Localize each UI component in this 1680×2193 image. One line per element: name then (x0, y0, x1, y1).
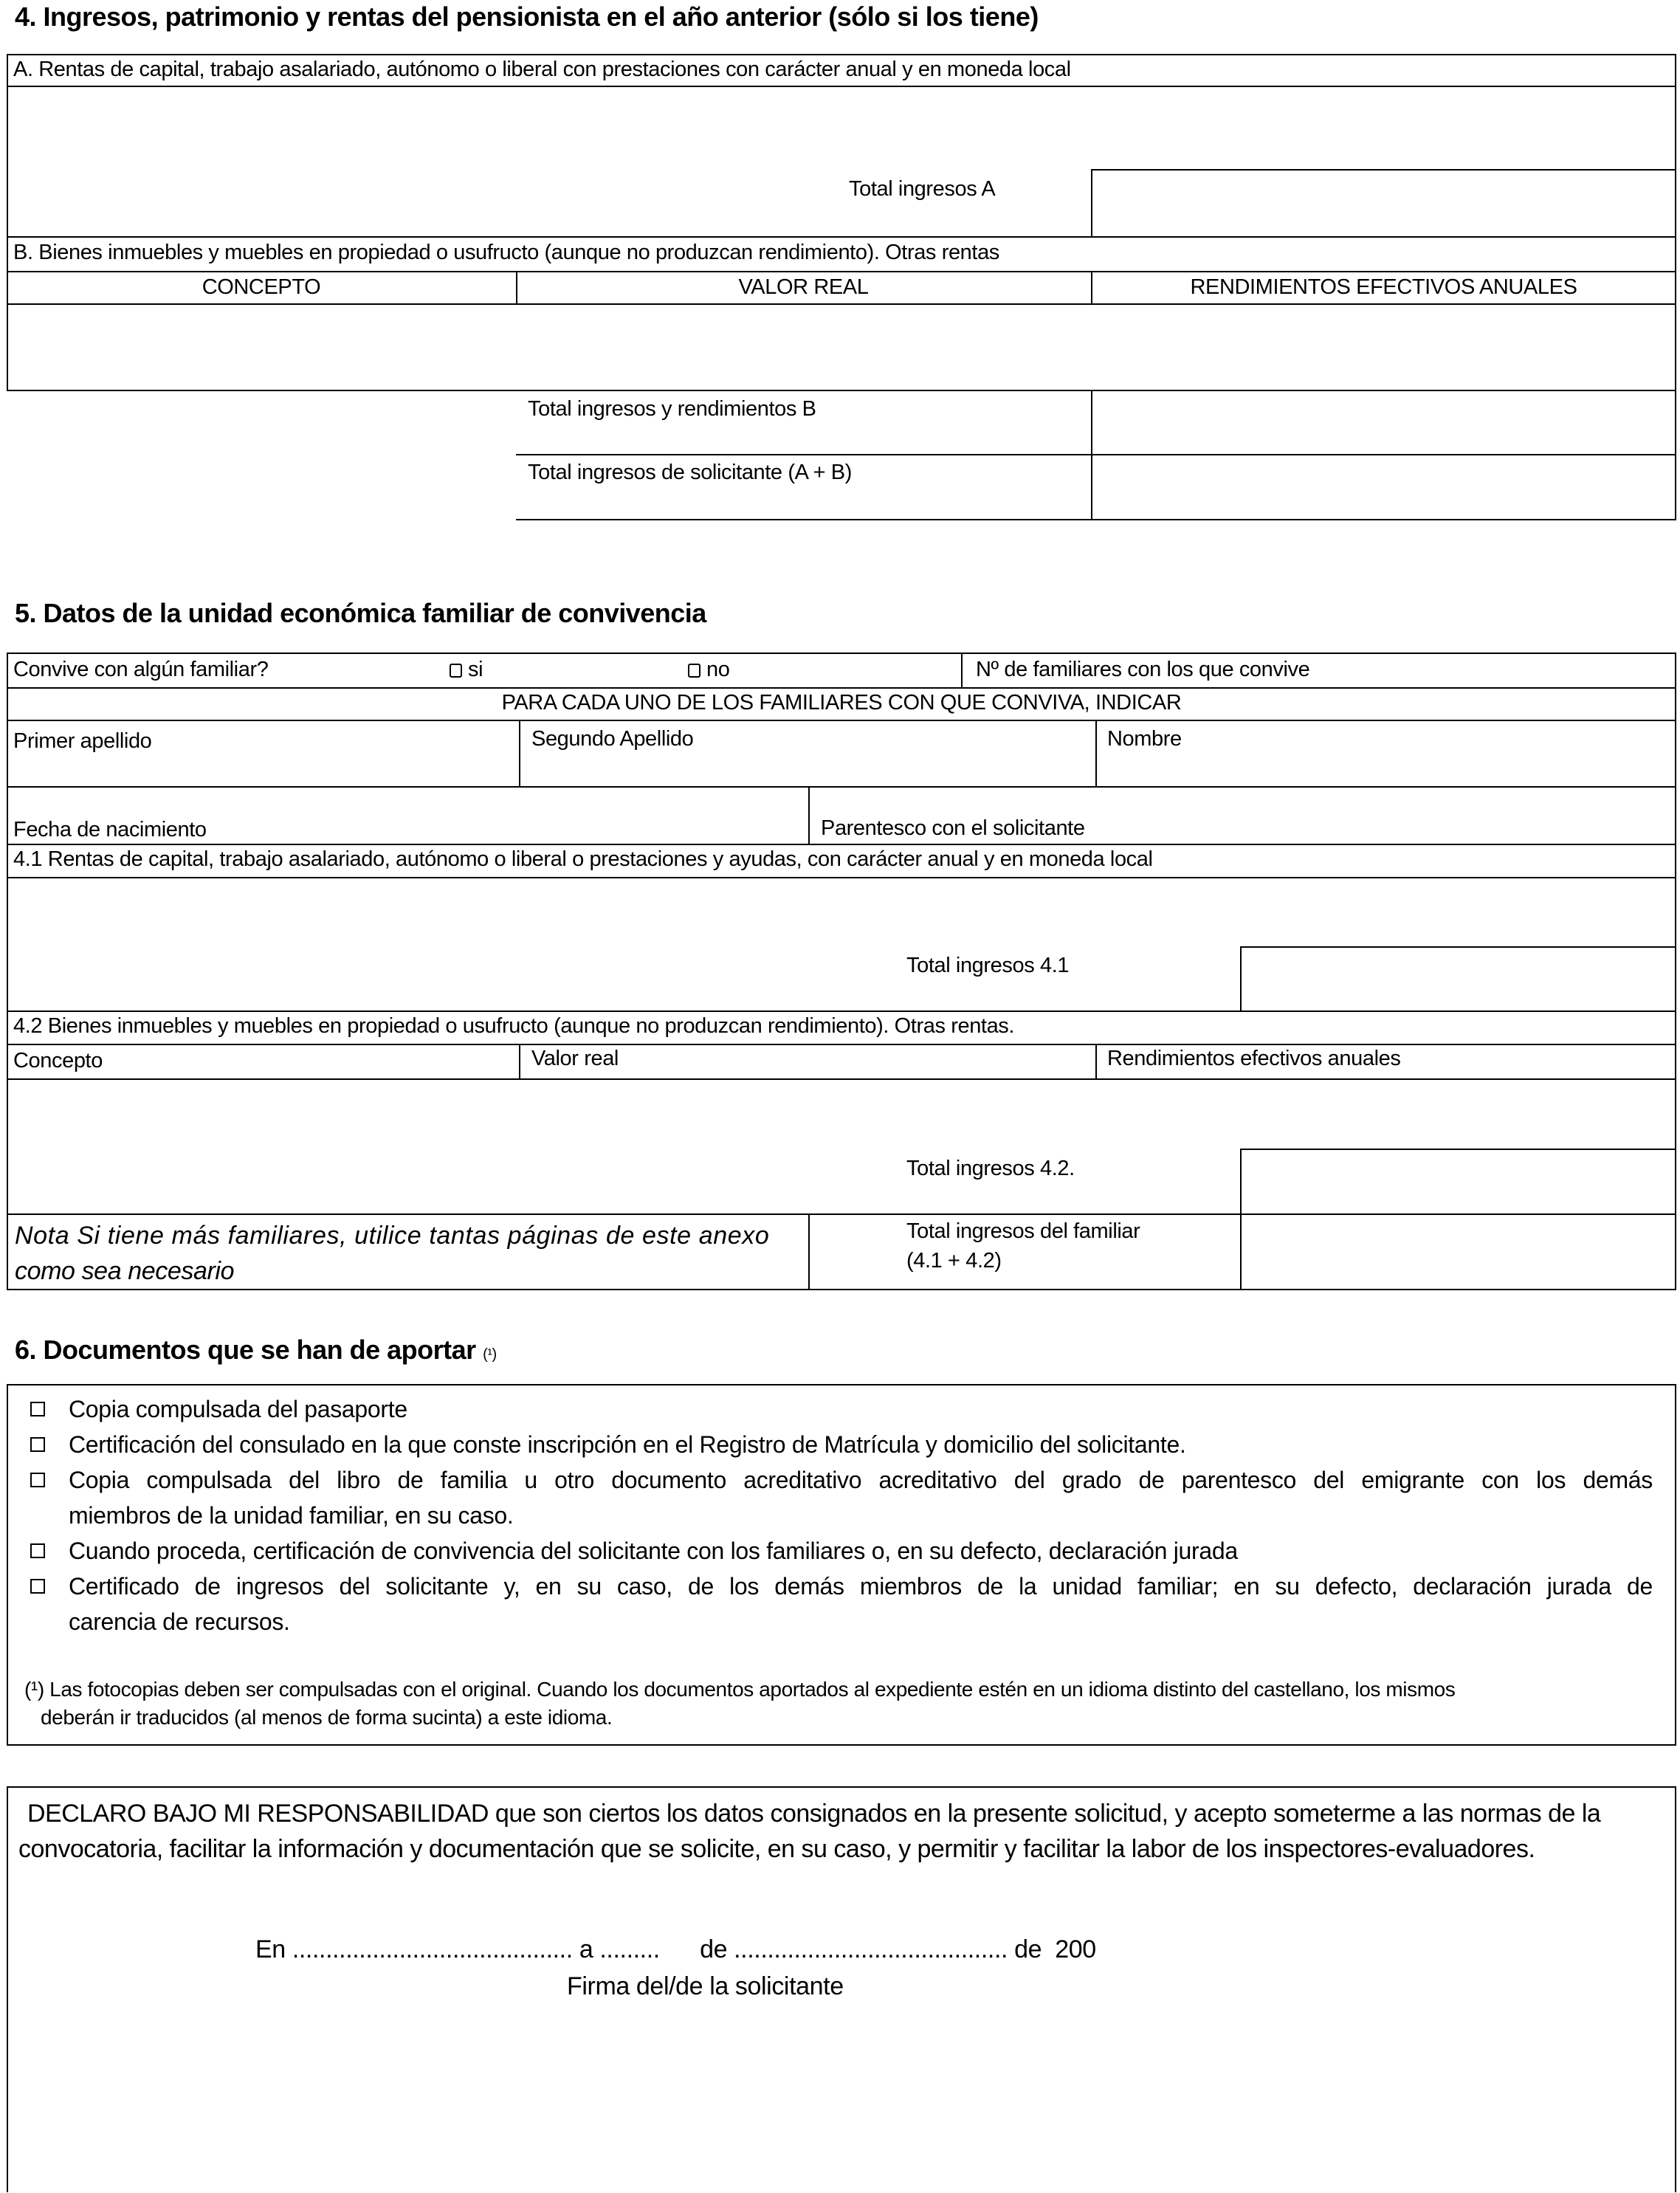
nombre-label: Nombre (1107, 727, 1182, 751)
total-familiar-field[interactable] (1242, 1216, 1675, 1288)
document-item[interactable] (30, 1427, 1653, 1462)
section4-a-header: A. Rentas de capital, trabajo asalariado, autónomo o liberal con prestaciones con carácter anual y en moneda local (13, 58, 1071, 81)
footnote-line1: (¹) Las fotocopias deben ser compulsadas con el original. Cuando los documentos aportados al expediente estén en un idioma distinto del castellano, los mismos (24, 1678, 1456, 1701)
section4-title: 4. Ingresos, patrimonio y rentas del pensionista en el año anterior (sólo si los tiene) (15, 1, 1039, 32)
parentesco-label: Parentesco con el solicitante (821, 816, 1085, 840)
checkbox[interactable] (30, 1543, 45, 1558)
segundo-apellido-label: Segundo Apellido (531, 727, 694, 751)
column-valor-real-42: Valor real (531, 1047, 619, 1070)
total-41-label: Total ingresos 4.1 (906, 954, 1070, 977)
option-si[interactable] (450, 658, 483, 682)
checkbox[interactable] (30, 1473, 45, 1487)
column-valor-real: VALOR REAL (738, 275, 869, 299)
column-concepto-42: Concepto (13, 1049, 103, 1073)
option-no-label: no (706, 658, 730, 681)
rentas-41-header: 4.1 Rentas de capital, trabajo asalariado, autónomo o liberal o prestaciones y ayudas, con carácter anual y en moneda local (13, 847, 1153, 871)
document-item-text: Certificación del consulado en la que conste inscripción en el Registro de Matrícula y domicilio del solicitante. (69, 1431, 1186, 1458)
document-item-text-cont: miembros de la unidad familiar, en su caso. (69, 1502, 514, 1529)
declaration-line2: convocatoria, facilitar la información y documentación que se solicite, en su caso, y permitir y facilitar la labor de los inspectores-evaluadores. (18, 1835, 1535, 1863)
document-item[interactable] (30, 1462, 1653, 1533)
document-item-text: Copia compulsada del libro de familia u otro documento acreditativo acreditativo del grado de parentesco del emigrante con los demás (69, 1467, 1653, 1493)
checkbox[interactable] (30, 1402, 45, 1416)
section6-title-text: 6. Documentos que se han de aportar (15, 1335, 476, 1365)
bienes-42-header: 4.2 Bienes inmuebles y muebles en propiedad o usufructo (aunque no produzcan rendimiento). Otras rentas. (13, 1014, 1015, 1038)
total-42-field[interactable] (1242, 1151, 1675, 1211)
total-familiar-line2: (4.1 + 4.2) (906, 1249, 1002, 1273)
total-b-label: Total ingresos y rendimientos B (528, 397, 816, 421)
document-item[interactable] (30, 1569, 1653, 1639)
document-item-text: Cuando proceda, certificación de convivencia del solicitante con los familiares o, en su defecto, declaración jurada (69, 1538, 1238, 1564)
declaration-box (7, 1786, 1676, 2192)
primer-apellido-label: Primer apellido (13, 729, 152, 753)
total-ab-field[interactable] (1093, 456, 1675, 518)
total-42-label: Total ingresos 4.2. (906, 1157, 1075, 1180)
option-no[interactable] (688, 658, 729, 682)
signature-area[interactable] (23, 2009, 1662, 2186)
declaration-line1: DECLARO BAJO MI RESPONSABILIDAD que son ciertos los datos consignados en la presente solicitud, y acepto someterme a las normas de la (27, 1800, 1601, 1828)
footnote-line2: deberán ir traducidos (al menos de forma sucinta) a este idioma. (41, 1706, 613, 1729)
column-concepto: CONCEPTO (202, 275, 321, 299)
total-a-field[interactable] (1093, 171, 1675, 235)
document-item-text: Copia compulsada del pasaporte (69, 1396, 407, 1422)
section6-box (7, 1384, 1676, 1746)
section6-title (15, 1335, 497, 1366)
checkbox-no[interactable] (688, 664, 700, 678)
section4-b-header: B. Bienes inmuebles y muebles en propiedad o usufructo (aunque no produzcan rendimiento). Otras rentas (13, 241, 999, 264)
section5-title: 5. Datos de la unidad económica familiar de convivencia (15, 598, 706, 628)
option-si-label: si (468, 658, 483, 681)
total-familiar-line1: Total ingresos del familiar (906, 1219, 1140, 1243)
section4-b-entry-area[interactable] (9, 306, 1674, 388)
section6-title-mark: (¹) (483, 1346, 497, 1363)
place-date-line[interactable]: En .......................................... a ......... de ......................................... de 200 (255, 1935, 1096, 1963)
total-ab-label: Total ingresos de solicitante (A + B) (528, 461, 852, 484)
total-a-label: Total ingresos A (849, 177, 996, 201)
total-41-field[interactable] (1242, 949, 1675, 1009)
fecha-nacimiento-label: Fecha de nacimiento (13, 818, 207, 841)
document-item[interactable] (30, 1391, 1653, 1427)
nota-line1: Nota Si tiene más familiares, utilice tantas páginas de este anexo (15, 1222, 770, 1250)
checkbox-si[interactable] (450, 664, 462, 678)
document-item-text: Certificado de ingresos del solicitante y, en su caso, de los demás miembros de la unidad familiar; en su defecto, declaración jurada de (69, 1573, 1653, 1600)
convive-label: Convive con algún familiar? (13, 658, 269, 681)
signature-label: Firma del/de la solicitante (567, 1972, 844, 2000)
column-rendimientos: RENDIMIENTOS EFECTIVOS ANUALES (1190, 275, 1577, 299)
checkbox[interactable] (30, 1579, 45, 1594)
para-cada-heading: PARA CADA UNO DE LOS FAMILIARES CON QUE CONVIVA, INDICAR (501, 691, 1182, 715)
nota-line2: como sea necesario (15, 1257, 235, 1285)
checkbox[interactable] (30, 1437, 45, 1452)
document-item[interactable] (30, 1533, 1653, 1569)
num-familiares-label: Nº de familiares con los que convive (976, 658, 1310, 681)
document-item-text-cont: carencia de recursos. (69, 1608, 290, 1635)
column-rendimientos-42: Rendimientos efectivos anuales (1107, 1047, 1401, 1070)
total-b-field[interactable] (1093, 392, 1675, 452)
